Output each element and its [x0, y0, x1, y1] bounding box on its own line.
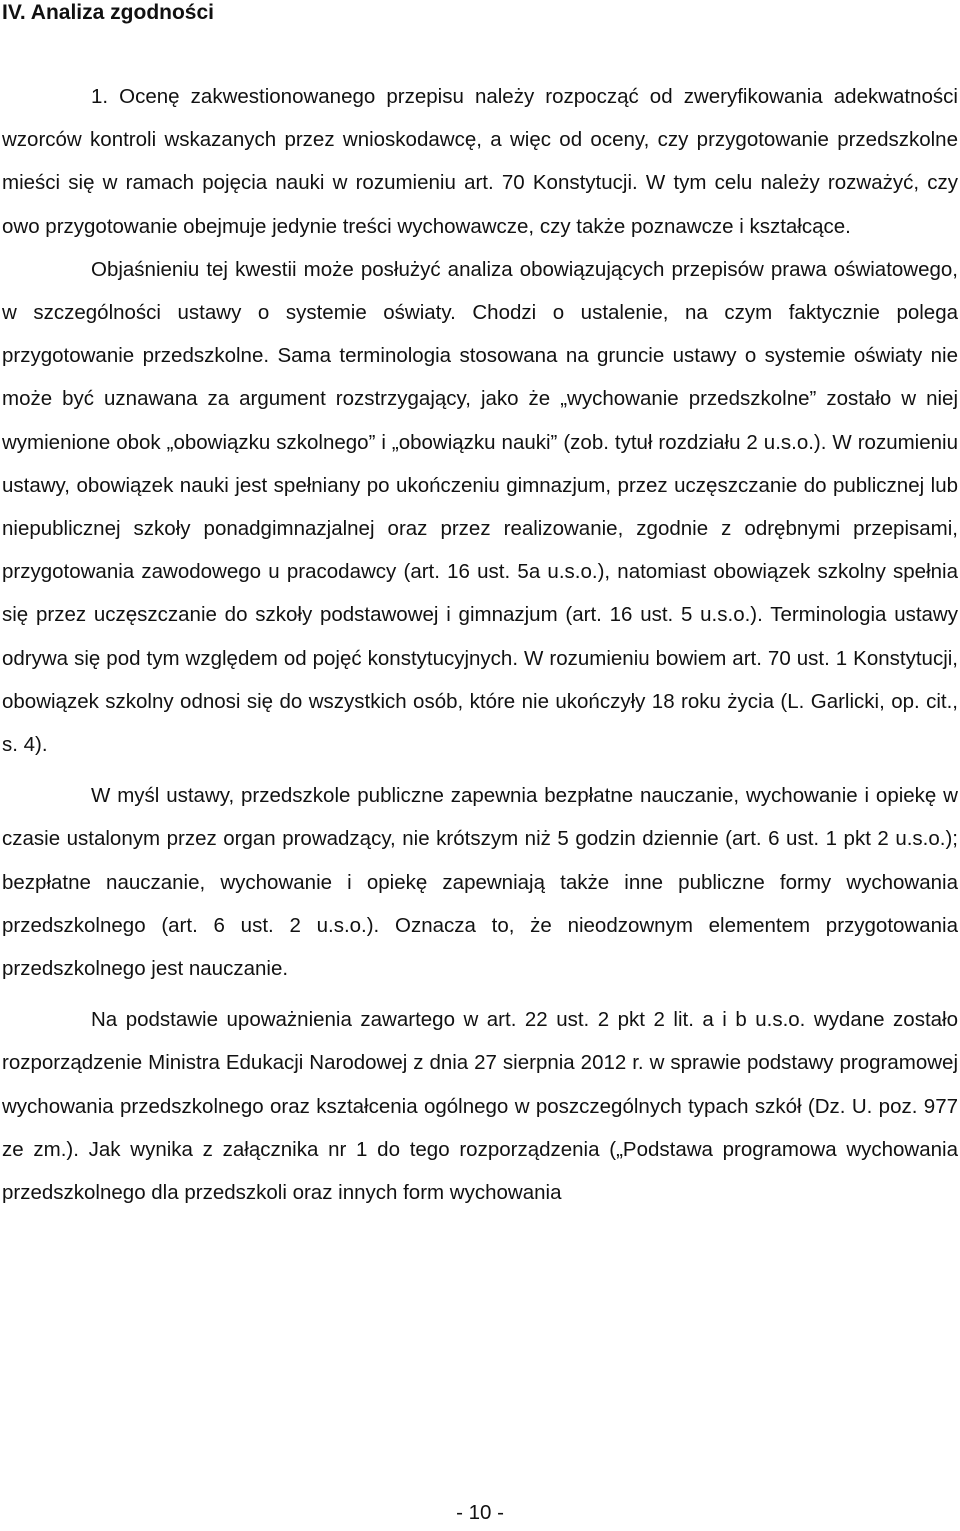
section-heading: IV. Analiza zgodności: [2, 1, 214, 24]
paragraph-3: W myśl ustawy, przedszkole publiczne zapewnia bezpłatne nauczanie, wychowanie i opiekę w czasie ustalonym przez organ prowadzący, nie krótszym niż 5 godzin dziennie (art. 6 ust. 1 pkt 2 u.s.o.); bezpłatne nauczanie, wychowanie i opiekę zapewniają także inne publiczne formy wychowania przedszkolnego (art. 6 ust. 2 u.s.o.). Oznacza to, że nieodzownym elementem przygotowania przedszkolnego jest nauczanie.: [2, 784, 958, 981]
paragraph-4: Na podstawie upoważnienia zawartego w art. 22 ust. 2 pkt 2 lit. a i b u.s.o. wydane zostało rozporządzenie Ministra Edukacji Narodowej z dnia 27 sierpnia 2012 r. w sprawie podstawy programowej wychowania przedszkolnego oraz kształcenia ogólnego w poszczególnych typach szkół (Dz. U. poz. 977 ze zm.). Jak wynika z załącznika nr 1 do tego rozporządzenia („Podstawa programowa wychowania przedszkolnego dla przedszkoli oraz innych form wychowania: [2, 1008, 958, 1205]
body-text: [2, 75, 958, 1214]
paragraph-1: 1. Ocenę zakwestionowanego przepisu należy rozpocząć od zweryfikowania adekwatności wzorców kontroli wskazanych przez wnioskodawcę, a więc od oceny, czy przygotowanie przedszkolne mieści się w ramach pojęcia nauki w rozumieniu art. 70 Konstytucji. W tym celu należy rozważyć, czy owo przygotowanie obejmuje jedynie treści wychowawcze, czy także poznawcze i kształcące.: [2, 85, 958, 238]
paragraph-2: Objaśnieniu tej kwestii może posłużyć analiza obowiązujących przepisów prawa oświatowego, w szczególności ustawy o systemie oświaty. Chodzi o ustalenie, na czym faktycznie polega przygotowanie przedszkolne. Sama terminologia stosowana na gruncie ustawy o systemie oświaty nie może być uznawana za argument rozstrzygający, jako że „wychowanie przedszkolne” zostało w niej wymienione obok „obowiązku szkolnego” i „obowiązku nauki” (zob. tytuł rozdziału 2 u.s.o.). W rozumieniu ustawy, obowiązek nauki jest spełniany po ukończeniu gimnazjum, przez uczęszczanie do publicznej lub niepublicznej szkoły ponadgimnazjalnej oraz przez realizowanie, zgodnie z odrębnymi przepisami, przygotowania zawodowego u pracodawcy (art. 16 ust. 5a u.s.o.), natomiast obowiązek szkolny spełnia się przez uczęszczanie do szkoły podstawowej i gimnazjum (art. 16 ust. 5 u.s.o.). Terminologia ustawy odrywa się pod tym względem od pojęć konstytucyjnych. W rozumieniu bowiem art. 70 ust. 1 Konstytucji, obowiązek szkolny odnosi się do wszystkich osób, które nie ukończyły 18 roku życia (L. Garlicki, op. cit., s. 4).: [2, 257, 958, 757]
page-number: - 10 -: [456, 1501, 504, 1524]
